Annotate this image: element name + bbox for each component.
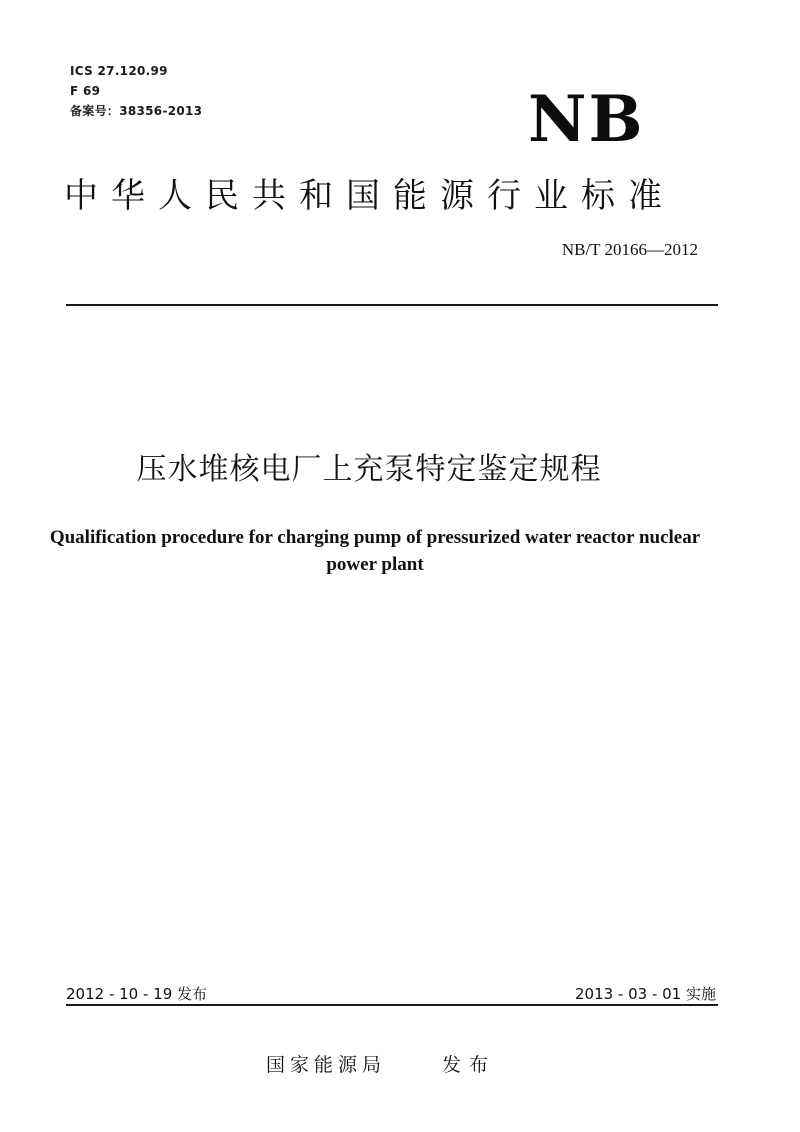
bottom-divider xyxy=(66,1004,718,1006)
chinese-title: 压水堆核电厂上充泵特定鉴定规程 xyxy=(136,452,602,487)
nb-logo: NB xyxy=(528,82,645,157)
classification-code: F 69 xyxy=(70,84,101,98)
filing-number: 备案号：38356-2013 xyxy=(70,104,203,118)
top-divider xyxy=(66,304,718,306)
implement-date: 2013 - 03 - 01 实施 xyxy=(574,985,716,1003)
issue-label: 发布 xyxy=(442,1054,497,1076)
issuing-authority: 国家能源局 xyxy=(266,1054,387,1076)
standard-category-title: 中华人民共和国能源行业标准 xyxy=(64,176,675,216)
publish-date: 2012 - 10 - 19 发布 xyxy=(66,985,208,1003)
english-title: Qualification procedure for charging pump of pressurized water reactor nuclear power plant xyxy=(49,527,701,575)
standard-number: NB/T 20166—2012 xyxy=(561,240,698,259)
ics-code: ICS 27.120.99 xyxy=(70,64,168,78)
